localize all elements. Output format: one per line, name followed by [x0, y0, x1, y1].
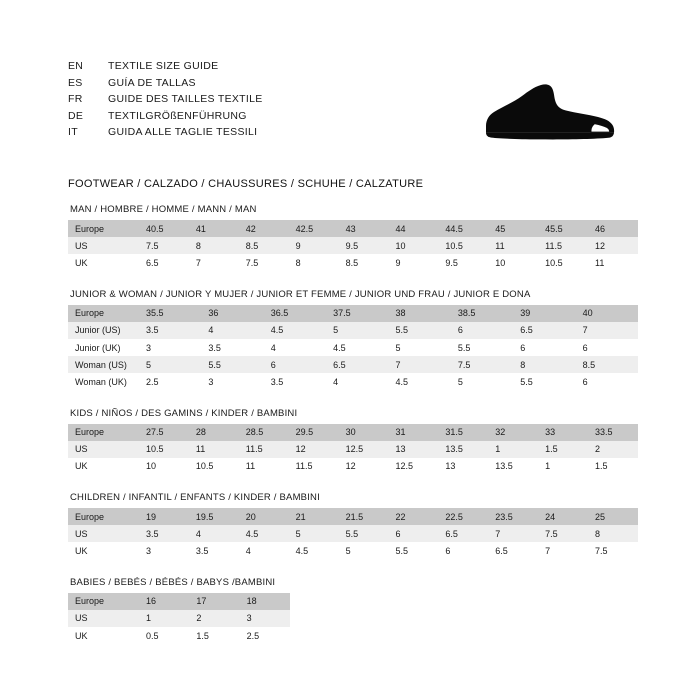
cell: 4.5 [239, 525, 289, 542]
cell: 6 [582, 342, 588, 353]
cell: 11.5 [295, 461, 313, 472]
table-row [68, 424, 638, 441]
table-row [68, 627, 290, 644]
table-row [68, 373, 638, 390]
language-title-list [68, 60, 263, 143]
cell: 11.5 [239, 441, 289, 458]
table-row [68, 254, 638, 271]
row-label: US [68, 441, 139, 458]
cell: 23.5 [488, 508, 538, 525]
language-title: TEXTILGRÖßENFÜHRUNG [108, 109, 247, 122]
cell: 24 [538, 508, 588, 525]
row-label: US [68, 237, 139, 254]
page-header [68, 60, 638, 160]
cell: 30 [339, 424, 389, 441]
row-label: Europe [68, 593, 139, 610]
row-label: Woman (US) [68, 356, 139, 373]
cell: 6 [520, 342, 526, 353]
dress-shoe-illustration-icon [442, 82, 622, 144]
row-label: Europe [68, 305, 139, 322]
cell: 5.5 [457, 342, 471, 353]
cell: 11 [189, 441, 239, 458]
table-row [68, 237, 638, 254]
language-title: GUIDA ALLE TAGLIE TESSILI [108, 126, 258, 138]
cell: 12 [345, 461, 356, 472]
cell: 28.5 [239, 424, 289, 441]
row-label: Europe [68, 508, 139, 525]
cell: 44 [388, 220, 438, 237]
cell: 10.5 [438, 237, 488, 254]
cell: 29.5 [289, 424, 339, 441]
cell: 40.5 [139, 220, 189, 237]
category-label: KIDS / NIÑOS / DES GAMINS / KINDER / BAMBINI [70, 407, 298, 419]
cell: 1.5 [538, 441, 588, 458]
cell: 19.5 [189, 508, 239, 525]
cell: 9 [395, 257, 401, 268]
cell: 6 [388, 525, 438, 542]
category-label: JUNIOR & WOMAN / JUNIOR Y MUJER / JUNIOR ET FEMME / JUNIOR UND FRAU / JUNIOR E DONA [70, 288, 531, 300]
table-row [68, 610, 290, 627]
cell: 8.5 [239, 237, 289, 254]
cell: 7.5 [451, 356, 513, 373]
cell: 7.5 [538, 525, 588, 542]
cell: 13.5 [495, 461, 513, 472]
size-table-body [68, 424, 638, 476]
cell: 12 [289, 441, 339, 458]
table-row [68, 508, 638, 525]
size-table [68, 424, 638, 476]
cell: 1 [488, 441, 538, 458]
cell: 8 [189, 237, 239, 254]
cell: 6 [264, 356, 326, 373]
cell: 37.5 [326, 305, 388, 322]
cell: 6 [582, 376, 588, 387]
cell: 9 [289, 237, 339, 254]
row-label: Europe [68, 424, 139, 441]
size-table-body [68, 593, 290, 645]
cell: 4 [270, 342, 276, 353]
size-block-children [68, 492, 638, 560]
cell: 5.5 [339, 525, 389, 542]
cell: 28 [189, 424, 239, 441]
cell: 45 [488, 220, 538, 237]
category-label: BABIES / BEBÉS / BÉBÉS / BABYS /BAMBINI [70, 576, 276, 588]
category-label: MAN / HOMBRE / HOMME / MANN / MAN [70, 204, 257, 215]
cell: 27.5 [139, 424, 189, 441]
cell: 9.5 [339, 237, 389, 254]
cell: 8.5 [345, 257, 359, 268]
cell: 2 [588, 441, 638, 458]
language-row [68, 60, 263, 77]
cell: 20 [239, 508, 289, 525]
cell: 3.5 [139, 525, 189, 542]
size-table [68, 508, 638, 560]
cell: 5 [289, 525, 339, 542]
size-table [68, 305, 638, 391]
cell: 1 [545, 461, 551, 472]
table-row [68, 339, 638, 356]
size-table-body [68, 508, 638, 560]
cell: 9.5 [445, 257, 458, 268]
language-title: TEXTILE SIZE GUIDE [108, 60, 219, 72]
cell: 45.5 [538, 220, 588, 237]
cell: 4.5 [295, 546, 309, 557]
row-label: Woman (UK) [75, 376, 127, 387]
cell: 31.5 [438, 424, 488, 441]
table-row [68, 305, 638, 322]
table-row [68, 593, 290, 610]
row-label: US [68, 610, 139, 627]
cell: 4 [189, 525, 239, 542]
cell: 33 [538, 424, 588, 441]
size-table-body [68, 305, 638, 391]
size-table [68, 220, 638, 272]
cell: 13 [445, 461, 456, 472]
table-row [68, 220, 638, 237]
cell: 7 [195, 257, 201, 268]
row-label: US [68, 525, 139, 542]
cell: 6 [445, 546, 451, 557]
table-row [68, 441, 638, 458]
cell: 21.5 [339, 508, 389, 525]
cell: 18 [240, 593, 290, 610]
cell: 4 [333, 376, 339, 387]
cell: 11 [245, 461, 256, 472]
cell: 13 [388, 441, 438, 458]
cell: 4 [245, 546, 251, 557]
language-code: ES [68, 76, 83, 89]
cell: 12.5 [339, 441, 389, 458]
section-title: FOOTWEAR / CALZADO / CHAUSSURES / SCHUHE / CALZATURE [68, 178, 424, 190]
cell: 31 [388, 424, 438, 441]
cell: 25 [588, 508, 638, 525]
cell: 3 [146, 546, 152, 557]
size-table-body [68, 220, 638, 272]
table-row [68, 458, 638, 475]
row-label: UK [75, 630, 88, 641]
cell: 42 [239, 220, 289, 237]
cell: 11 [595, 257, 605, 268]
cell: 5.5 [201, 356, 263, 373]
cell: 8 [588, 525, 638, 542]
language-code: FR [68, 93, 83, 105]
language-row [68, 93, 263, 110]
cell: 3.5 [139, 322, 201, 339]
cell: 0.5 [146, 630, 159, 641]
cell: 36.5 [264, 305, 326, 322]
category-label: CHILDREN / INFANTIL / ENFANTS / KINDER / BAMBINI [70, 492, 320, 504]
cell: 21 [289, 508, 339, 525]
cell: 8 [295, 257, 301, 268]
cell: 2 [189, 610, 239, 627]
cell: 44.5 [438, 220, 488, 237]
cell: 2.5 [246, 630, 260, 641]
cell: 5.5 [395, 546, 408, 557]
cell: 11.5 [538, 237, 588, 254]
cell: 3 [146, 342, 152, 353]
cell: 8 [513, 356, 575, 373]
cell: 3 [208, 376, 214, 387]
language-title-body [68, 60, 263, 143]
cell: 36 [201, 305, 263, 322]
cell: 39 [513, 305, 575, 322]
cell: 6.5 [513, 322, 575, 339]
language-code: IT [68, 126, 78, 138]
cell: 42.5 [289, 220, 339, 237]
cell: 6.5 [146, 257, 159, 268]
cell: 1 [139, 610, 189, 627]
cell: 38 [389, 305, 451, 322]
language-title: GUÍA DE TALLAS [108, 76, 196, 89]
cell: 3 [240, 610, 290, 627]
cell: 7 [545, 546, 551, 557]
table-row [68, 322, 638, 339]
cell: 7.5 [139, 237, 189, 254]
cell: 33.5 [588, 424, 638, 441]
language-row [68, 126, 263, 143]
cell: 7.5 [595, 546, 608, 557]
cell: 4 [201, 322, 263, 339]
cell: 11 [488, 237, 538, 254]
cell: 10.5 [545, 257, 563, 268]
cell: 12.5 [395, 461, 413, 472]
table-row [68, 525, 638, 542]
cell: 5 [345, 546, 351, 557]
cell: 10 [388, 237, 438, 254]
cell: 5 [395, 342, 401, 353]
row-label: UK [75, 546, 88, 557]
language-row [68, 77, 263, 94]
cell: 43 [339, 220, 389, 237]
row-label: UK [75, 461, 88, 472]
table-row [68, 542, 638, 559]
cell: 22 [388, 508, 438, 525]
cell: 41 [189, 220, 239, 237]
cell: 1.5 [196, 630, 209, 641]
cell: 16 [139, 593, 189, 610]
cell: 3.5 [270, 376, 284, 387]
cell: 5 [139, 356, 201, 373]
cell: 10.5 [195, 461, 214, 472]
cell: 3.5 [195, 546, 209, 557]
cell: 5.5 [520, 376, 533, 387]
cell: 7.5 [245, 257, 259, 268]
cell: 6.5 [438, 525, 488, 542]
cell: 5 [326, 322, 388, 339]
cell: 1.5 [595, 461, 608, 472]
cell: 3.5 [208, 342, 221, 353]
cell: 38.5 [451, 305, 513, 322]
cell: 4.5 [264, 322, 326, 339]
size-block-junior-woman [68, 289, 638, 391]
language-code: DE [68, 109, 84, 122]
size-block-babies [68, 577, 638, 645]
cell: 5 [457, 376, 463, 387]
cell: 6.5 [326, 356, 388, 373]
table-row [68, 356, 638, 373]
cell: 10.5 [139, 441, 189, 458]
cell: 17 [189, 593, 239, 610]
row-label: UK [75, 257, 88, 268]
cell: 35.5 [139, 305, 201, 322]
language-title: GUIDE DES TAILLES TEXTILE [108, 93, 263, 105]
cell: 8.5 [576, 356, 638, 373]
cell: 5.5 [389, 322, 451, 339]
row-label: Junior (US) [68, 322, 139, 339]
cell: 46 [588, 220, 638, 237]
cell: 40 [576, 305, 638, 322]
cell: 12 [588, 237, 638, 254]
size-table [68, 593, 290, 645]
cell: 10 [146, 461, 157, 472]
row-label: Junior (UK) [75, 342, 121, 353]
row-label: Europe [68, 220, 139, 237]
cell: 7 [576, 322, 638, 339]
cell: 10 [495, 257, 506, 268]
cell: 22.5 [438, 508, 488, 525]
size-block-kids [68, 408, 638, 476]
cell: 13.5 [438, 441, 488, 458]
cell: 6 [451, 322, 513, 339]
cell: 6.5 [495, 546, 508, 557]
cell: 2.5 [146, 376, 159, 387]
cell: 7 [389, 356, 451, 373]
cell: 4.5 [333, 342, 346, 353]
cell: 19 [139, 508, 189, 525]
cell: 7 [488, 525, 538, 542]
cell: 4.5 [395, 376, 409, 387]
language-code: EN [68, 60, 84, 72]
cell: 32 [488, 424, 538, 441]
language-row [68, 110, 263, 127]
size-block-man [68, 204, 638, 272]
